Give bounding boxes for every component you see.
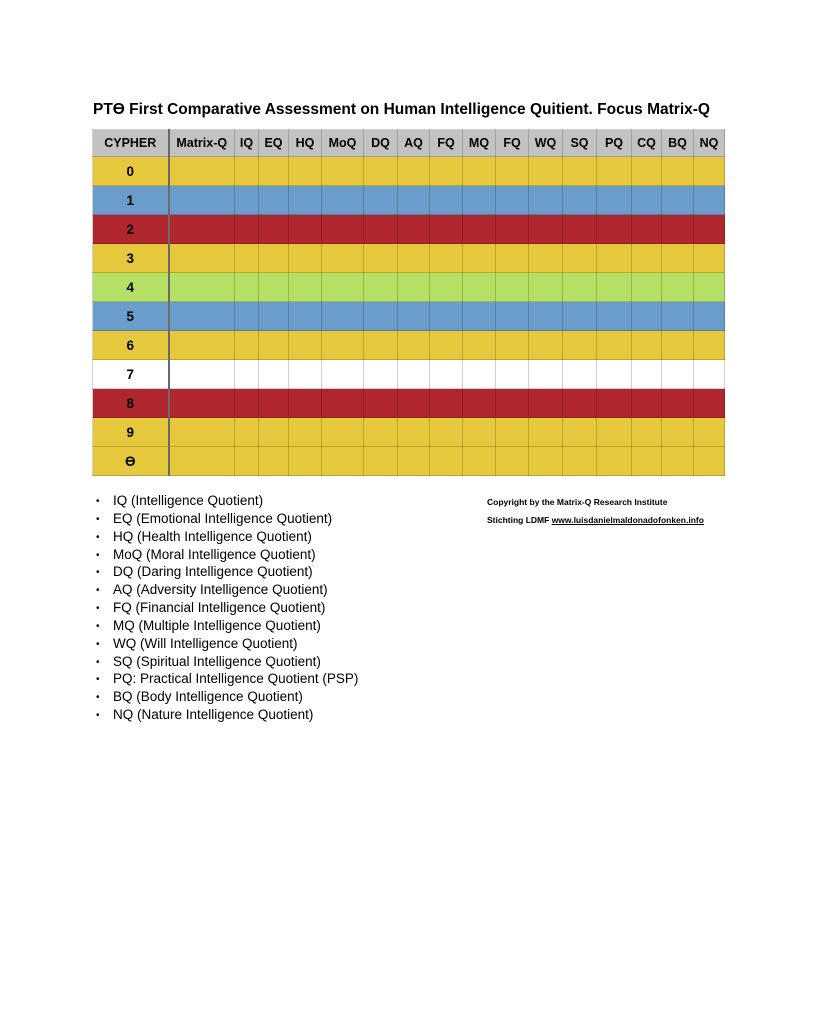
table-cell xyxy=(597,331,632,360)
table-cell xyxy=(632,447,662,476)
legend-item xyxy=(96,547,358,565)
bullet-icon: • xyxy=(96,674,100,686)
table-cell xyxy=(398,186,430,215)
legend-text: IQ (Intelligence Quotient) xyxy=(113,493,264,508)
table-cell xyxy=(322,215,364,244)
table-cell xyxy=(364,302,398,331)
table-cell xyxy=(694,186,725,215)
page-title: PTϴ First Comparative Assessment on Human Intelligence Quitient. Focus Matrix-Q xyxy=(93,101,710,118)
table-cell xyxy=(364,447,398,476)
table-cell xyxy=(235,331,259,360)
table-cell xyxy=(364,331,398,360)
legend-item xyxy=(96,636,358,654)
table-cell xyxy=(529,389,563,418)
table-cell xyxy=(463,273,496,302)
table-cell xyxy=(430,157,463,186)
table-cell xyxy=(289,447,322,476)
legend-text: MoQ (Moral Intelligence Quotient) xyxy=(113,546,316,562)
table-cell xyxy=(289,302,322,331)
table-cell xyxy=(632,157,662,186)
cypher-cell: 4 xyxy=(93,273,169,302)
cypher-cell: 7 xyxy=(93,360,169,389)
table-cell xyxy=(364,215,398,244)
table-cell xyxy=(398,273,430,302)
legend-text: BQ (Body Intelligence Quotient) xyxy=(113,689,303,705)
table-cell xyxy=(289,186,322,215)
table-row xyxy=(93,157,725,186)
legend-text: PQ: Practical Intelligence Quotient (PSP) xyxy=(113,671,359,687)
table-cell xyxy=(430,244,463,273)
bullet-icon: • xyxy=(96,496,100,507)
bullet-icon: • xyxy=(96,692,100,704)
table-cell xyxy=(632,215,662,244)
legend-item xyxy=(96,529,358,547)
table-cell xyxy=(463,186,496,215)
table-cell xyxy=(235,157,259,186)
table-cell xyxy=(322,447,364,476)
bullet-icon: • xyxy=(96,603,100,615)
cypher-cell: 9 xyxy=(93,418,169,447)
table-cell xyxy=(398,302,430,331)
table-row xyxy=(93,447,725,476)
table-cell xyxy=(563,418,597,447)
website-link[interactable]: www.luisdanielmaldonadofonken.info xyxy=(551,515,704,525)
column-header: HQ xyxy=(289,130,322,157)
bullet-icon: • xyxy=(96,513,100,525)
table-cell xyxy=(259,447,289,476)
table-cell xyxy=(662,244,694,273)
table-cell xyxy=(169,331,235,360)
table-cell xyxy=(463,157,496,186)
table-cell xyxy=(322,360,364,389)
column-header: Matrix-Q xyxy=(169,130,235,157)
table-cell xyxy=(597,186,632,215)
table-cell xyxy=(694,157,725,186)
table-cell xyxy=(563,302,597,331)
table-cell xyxy=(694,418,725,447)
bullet-icon: • xyxy=(96,656,100,668)
legend-item xyxy=(96,582,358,600)
table-cell xyxy=(529,244,563,273)
copyright-org-line xyxy=(487,511,704,529)
cypher-cell: ϴ xyxy=(93,447,169,476)
column-header: CQ xyxy=(632,130,662,157)
table-cell xyxy=(259,186,289,215)
table-cell xyxy=(235,418,259,447)
table-cell xyxy=(662,273,694,302)
table-cell xyxy=(322,331,364,360)
table-row xyxy=(93,186,725,215)
column-header: WQ xyxy=(529,130,563,157)
table-cell xyxy=(289,360,322,389)
table-cell xyxy=(662,157,694,186)
legend-item xyxy=(96,493,358,511)
cypher-cell: 3 xyxy=(93,244,169,273)
bullet-icon: • xyxy=(96,549,100,561)
bullet-icon: • xyxy=(96,567,100,579)
table-cell xyxy=(597,389,632,418)
table-cell xyxy=(169,273,235,302)
table-row xyxy=(93,418,725,447)
table-body xyxy=(93,157,725,476)
column-header: CYPHER xyxy=(93,130,169,157)
bullet-icon: • xyxy=(96,638,100,650)
copyright-block xyxy=(487,493,704,529)
table-cell xyxy=(289,331,322,360)
column-header: DQ xyxy=(364,130,398,157)
legend-text: MQ (Multiple Intelligence Quotient) xyxy=(113,617,321,633)
table-cell xyxy=(289,418,322,447)
table-cell xyxy=(430,273,463,302)
table-cell xyxy=(496,244,529,273)
table-cell xyxy=(235,389,259,418)
legend-item xyxy=(96,564,358,582)
legend-text: DQ (Daring Intelligence Quotient) xyxy=(113,564,313,580)
table-cell xyxy=(289,389,322,418)
column-header: MoQ xyxy=(322,130,364,157)
table-cell xyxy=(289,273,322,302)
table-cell xyxy=(529,273,563,302)
table-cell xyxy=(430,447,463,476)
table-cell xyxy=(235,360,259,389)
table-cell xyxy=(398,215,430,244)
table-row xyxy=(93,244,725,273)
table-cell xyxy=(597,273,632,302)
table-cell xyxy=(463,302,496,331)
column-header: FQ xyxy=(430,130,463,157)
bullet-icon: • xyxy=(96,585,100,597)
table-cell xyxy=(529,447,563,476)
table-cell xyxy=(563,215,597,244)
table-cell xyxy=(259,418,289,447)
table-cell xyxy=(529,331,563,360)
table-cell xyxy=(235,215,259,244)
table-cell xyxy=(662,418,694,447)
table-cell xyxy=(430,389,463,418)
column-header: AQ xyxy=(398,130,430,157)
table-cell xyxy=(235,186,259,215)
table-cell xyxy=(529,418,563,447)
column-header: MQ xyxy=(463,130,496,157)
table-cell xyxy=(694,244,725,273)
table-cell xyxy=(496,447,529,476)
table-cell xyxy=(563,244,597,273)
table-cell xyxy=(259,331,289,360)
table-cell xyxy=(235,302,259,331)
table-cell xyxy=(364,244,398,273)
table-cell xyxy=(430,360,463,389)
table-cell xyxy=(259,215,289,244)
table-cell xyxy=(364,273,398,302)
table-cell xyxy=(430,331,463,360)
table-cell xyxy=(597,447,632,476)
table-cell xyxy=(529,215,563,244)
legend-text: EQ (Emotional Intelligence Quotient) xyxy=(113,510,333,526)
legend-list xyxy=(96,493,358,725)
table-cell xyxy=(694,302,725,331)
table-cell xyxy=(259,244,289,273)
table-cell xyxy=(694,447,725,476)
legend-item xyxy=(96,707,358,725)
table-cell xyxy=(322,186,364,215)
cypher-cell: 6 xyxy=(93,331,169,360)
legend-item xyxy=(96,511,358,529)
legend-text: NQ (Nature Intelligence Quotient) xyxy=(113,707,314,723)
table-cell xyxy=(529,157,563,186)
table-cell xyxy=(662,215,694,244)
table-cell xyxy=(169,389,235,418)
table-cell xyxy=(632,360,662,389)
table-cell xyxy=(289,157,322,186)
table-cell xyxy=(632,418,662,447)
table-cell xyxy=(563,360,597,389)
table-cell xyxy=(259,157,289,186)
table-cell xyxy=(563,331,597,360)
cypher-cell: 1 xyxy=(93,186,169,215)
table-cell xyxy=(563,186,597,215)
table-cell xyxy=(322,273,364,302)
legend-text: WQ (Will Intelligence Quotient) xyxy=(113,635,298,651)
table-cell xyxy=(529,302,563,331)
column-header: BQ xyxy=(662,130,694,157)
table-cell xyxy=(259,389,289,418)
table-cell xyxy=(694,360,725,389)
table-row xyxy=(93,360,725,389)
table-cell xyxy=(632,389,662,418)
cypher-cell: 5 xyxy=(93,302,169,331)
table-cell xyxy=(169,302,235,331)
table-cell xyxy=(235,273,259,302)
table-cell xyxy=(463,447,496,476)
table-cell xyxy=(463,418,496,447)
column-header: EQ xyxy=(259,130,289,157)
legend-text: HQ (Health Intelligence Quotient) xyxy=(113,528,312,544)
table-cell xyxy=(322,244,364,273)
table-cell xyxy=(662,331,694,360)
table-cell xyxy=(322,389,364,418)
legend-text: AQ (Adversity Intelligence Quotient) xyxy=(113,582,328,598)
table-cell xyxy=(496,186,529,215)
table-cell xyxy=(632,331,662,360)
copyright-line: Copyright by the Matrix-Q Research Institute xyxy=(487,497,668,507)
table-cell xyxy=(169,447,235,476)
table-cell xyxy=(632,186,662,215)
table-cell xyxy=(496,215,529,244)
assessment-table xyxy=(92,129,725,476)
cypher-cell: 2 xyxy=(93,215,169,244)
table-cell xyxy=(463,331,496,360)
legend-item xyxy=(96,618,358,636)
table-cell xyxy=(662,302,694,331)
table-cell xyxy=(496,273,529,302)
table-cell xyxy=(563,389,597,418)
table-cell xyxy=(496,331,529,360)
table-cell xyxy=(364,186,398,215)
table-cell xyxy=(398,389,430,418)
table-row xyxy=(93,302,725,331)
cypher-cell: 0 xyxy=(93,157,169,186)
table-cell xyxy=(169,186,235,215)
table-cell xyxy=(597,302,632,331)
table-cell xyxy=(496,302,529,331)
legend-text: FQ (Financial Intelligence Quotient) xyxy=(113,600,326,616)
column-header: IQ xyxy=(235,130,259,157)
bullet-icon: • xyxy=(96,531,100,543)
table-cell xyxy=(430,418,463,447)
table-cell xyxy=(169,215,235,244)
table-cell xyxy=(169,244,235,273)
table-cell xyxy=(259,273,289,302)
org-name: Stichting LDMF xyxy=(487,515,552,525)
legend-text: SQ (Spiritual Intelligence Quotient) xyxy=(113,653,321,669)
table-cell xyxy=(398,157,430,186)
table-cell xyxy=(235,244,259,273)
table-cell xyxy=(398,447,430,476)
cypher-cell: 8 xyxy=(93,389,169,418)
table-cell xyxy=(259,302,289,331)
table-cell xyxy=(529,360,563,389)
table-cell xyxy=(322,418,364,447)
table-cell xyxy=(496,157,529,186)
table-cell xyxy=(529,186,563,215)
table-cell xyxy=(597,360,632,389)
table-cell xyxy=(597,157,632,186)
column-header: PQ xyxy=(597,130,632,157)
table-row xyxy=(93,215,725,244)
table-cell xyxy=(364,389,398,418)
table-cell xyxy=(632,273,662,302)
legend-item xyxy=(96,654,358,672)
legend-item xyxy=(96,600,358,618)
table-cell xyxy=(235,447,259,476)
table-cell xyxy=(662,447,694,476)
table-cell xyxy=(597,215,632,244)
table-cell xyxy=(322,302,364,331)
table-cell xyxy=(398,244,430,273)
table-cell xyxy=(398,331,430,360)
table-cell xyxy=(694,273,725,302)
table-cell xyxy=(597,418,632,447)
table-cell xyxy=(289,215,322,244)
table-cell xyxy=(169,360,235,389)
table-cell xyxy=(694,215,725,244)
table-cell xyxy=(364,157,398,186)
table-cell xyxy=(463,360,496,389)
table-row xyxy=(93,331,725,360)
table-cell xyxy=(430,302,463,331)
table-row xyxy=(93,389,725,418)
table-cell xyxy=(463,244,496,273)
table-cell xyxy=(597,244,632,273)
table-cell xyxy=(496,389,529,418)
table-cell xyxy=(563,157,597,186)
legend-item xyxy=(96,671,358,689)
table-row xyxy=(93,273,725,302)
table-cell xyxy=(398,360,430,389)
legend-item xyxy=(96,689,358,707)
table-cell xyxy=(632,302,662,331)
table-cell xyxy=(398,418,430,447)
table-cell xyxy=(430,186,463,215)
table-cell xyxy=(322,157,364,186)
column-header: FQ xyxy=(496,130,529,157)
table-cell xyxy=(496,360,529,389)
table-cell xyxy=(463,215,496,244)
table-cell xyxy=(289,244,322,273)
table-cell xyxy=(563,273,597,302)
column-header: SQ xyxy=(563,130,597,157)
bullet-icon: • xyxy=(96,710,100,722)
table-cell xyxy=(259,360,289,389)
table-cell xyxy=(463,389,496,418)
column-header: NQ xyxy=(694,130,725,157)
table-cell xyxy=(632,244,662,273)
table-cell xyxy=(364,360,398,389)
table-cell xyxy=(662,186,694,215)
bullet-icon: • xyxy=(96,620,100,632)
table-cell xyxy=(364,418,398,447)
table-cell xyxy=(430,215,463,244)
table-cell xyxy=(563,447,597,476)
table-cell xyxy=(662,389,694,418)
table-header-row xyxy=(93,130,725,157)
table-cell xyxy=(694,389,725,418)
table-cell xyxy=(694,331,725,360)
table-cell xyxy=(169,418,235,447)
table-cell xyxy=(496,418,529,447)
table-cell xyxy=(662,360,694,389)
table-cell xyxy=(169,157,235,186)
